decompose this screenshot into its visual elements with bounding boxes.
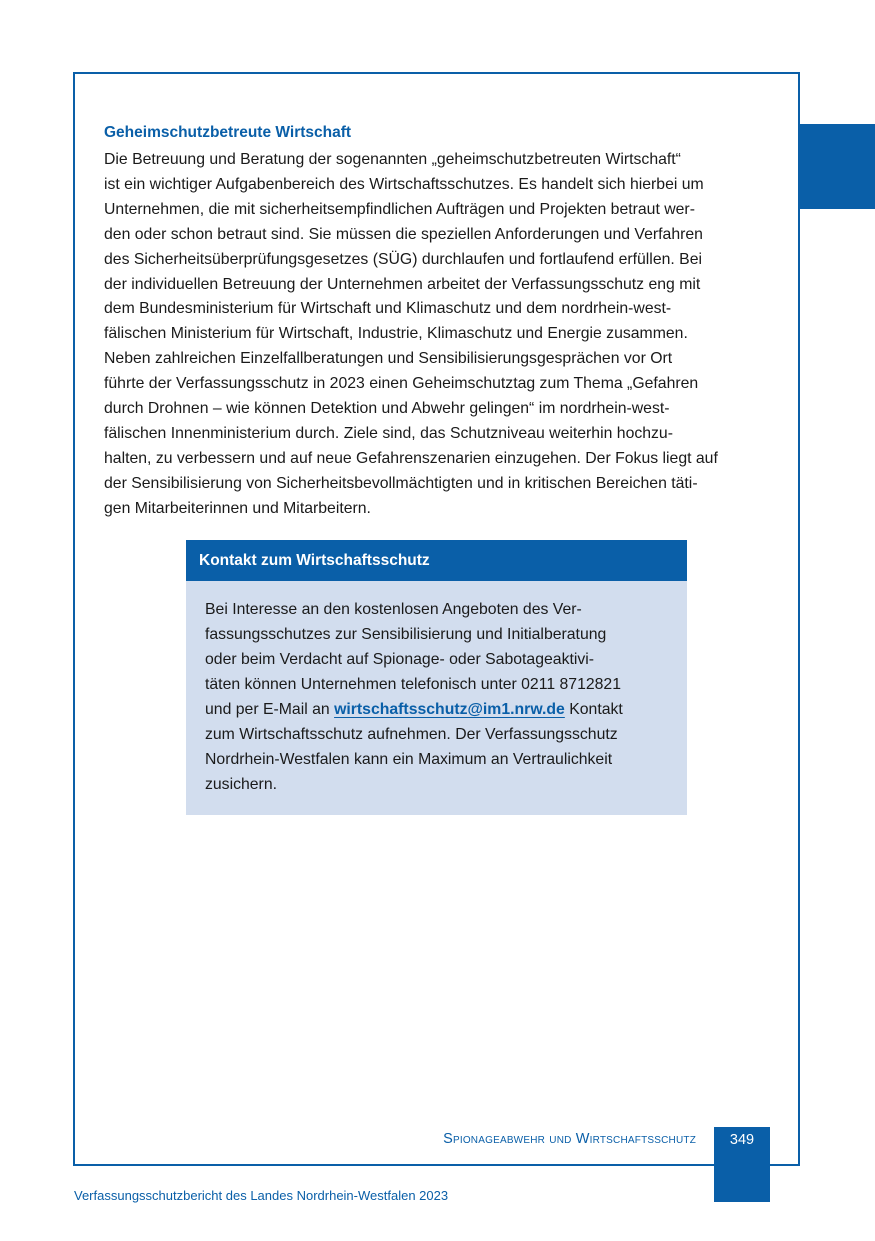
contact-line-email xyxy=(205,697,675,722)
contact-box-text xyxy=(205,597,675,797)
body-line: fälischen Innenministerium durch. Ziele sind, das Schutzniveau weiterhin hochzu- xyxy=(104,424,673,442)
body-line: halten, zu verbessern und auf neue Gefahrenszenarien einzugehen. Der Fokus liegt auf xyxy=(104,449,718,467)
body-line: gen Mitarbeiterinnen und Mitarbeitern. xyxy=(104,499,371,517)
body-line: führte der Verfassungsschutz in 2023 einen Geheimschutztag zum Thema „Gefahren xyxy=(104,375,699,393)
body-line: dem Bundesministerium für Wirtschaft und Klimaschutz und dem nordrhein-west- xyxy=(104,300,672,318)
body-line: durch Drohnen – wie können Detektion und Abwehr gelingen“ im nordrhein-west- xyxy=(104,400,670,418)
body-line: Neben zahlreichen Einzelfallberatungen und Sensibilisierungsgesprächen vor Ort xyxy=(104,350,673,368)
contact-box-title: Kontakt zum Wirtschaftsschutz xyxy=(186,540,687,581)
contact-email-suffix: Kontakt xyxy=(569,701,623,718)
contact-email-prefix: und per E-Mail an xyxy=(205,701,330,718)
chapter-tab-marker xyxy=(799,124,875,209)
page-number: 349 xyxy=(729,1132,755,1148)
body-line: ist ein wichtiger Aufgabenbereich des Wirtschaftsschutzes. Es handelt sich hierbei um xyxy=(104,175,704,193)
section-heading: Geheimschutzbetreute Wirtschaft xyxy=(104,124,352,141)
contact-line: Nordrhein-Westfalen kann ein Maximum an Vertraulichkeit xyxy=(205,751,613,768)
body-line: Die Betreuung und Beratung der sogenannten „geheimschutzbetreuten Wirtschaft“ xyxy=(104,151,681,168)
contact-line: zusichern. xyxy=(205,776,277,793)
body-paragraph xyxy=(104,148,769,522)
contact-line: zum Wirtschaftsschutz aufnehmen. Der Verfassungsschutz xyxy=(205,726,618,743)
contact-line: Bei Interesse an den kostenlosen Angeboten des Ver- xyxy=(205,601,582,618)
body-line: den oder schon betraut sind. Sie müssen die speziellen Anforderungen und Verfahren xyxy=(104,225,703,243)
chapter-running-title: Spionageabwehr und Wirtschaftsschutz xyxy=(443,1131,696,1147)
contact-email-link[interactable]: wirtschaftsschutz@im1.nrw.de xyxy=(334,701,565,718)
contact-line: täten können Unternehmen telefonisch unter 0211 8712821 xyxy=(205,676,622,693)
body-line: der Sensibilisierung von Sicherheitsbevollmächtigten und in kritischen Bereichen täti- xyxy=(104,474,698,492)
publication-footer: Verfassungsschutzbericht des Landes Nordrhein-Westfalen 2023 xyxy=(74,1188,449,1203)
page-number-box xyxy=(714,1127,770,1202)
body-line: der individuellen Betreuung der Unternehmen arbeitet der Verfassungsschutz eng mit xyxy=(104,275,701,293)
body-line: des Sicherheitsüberprüfungsgesetzes (SÜG) durchlaufen und fortlaufend erfüllen. Bei xyxy=(104,250,702,268)
contact-line: oder beim Verdacht auf Spionage- oder Sabotageaktivi- xyxy=(205,651,595,668)
body-line: fälischen Ministerium für Wirtschaft, Industrie, Klimaschutz und Energie zusammen. xyxy=(104,325,688,343)
contact-box xyxy=(186,540,687,815)
contact-line: fassungsschutzes zur Sensibilisierung und Initialberatung xyxy=(205,626,607,643)
body-line: Unternehmen, die mit sicherheitsempfindlichen Aufträgen und Projekten betraut wer- xyxy=(104,200,695,218)
